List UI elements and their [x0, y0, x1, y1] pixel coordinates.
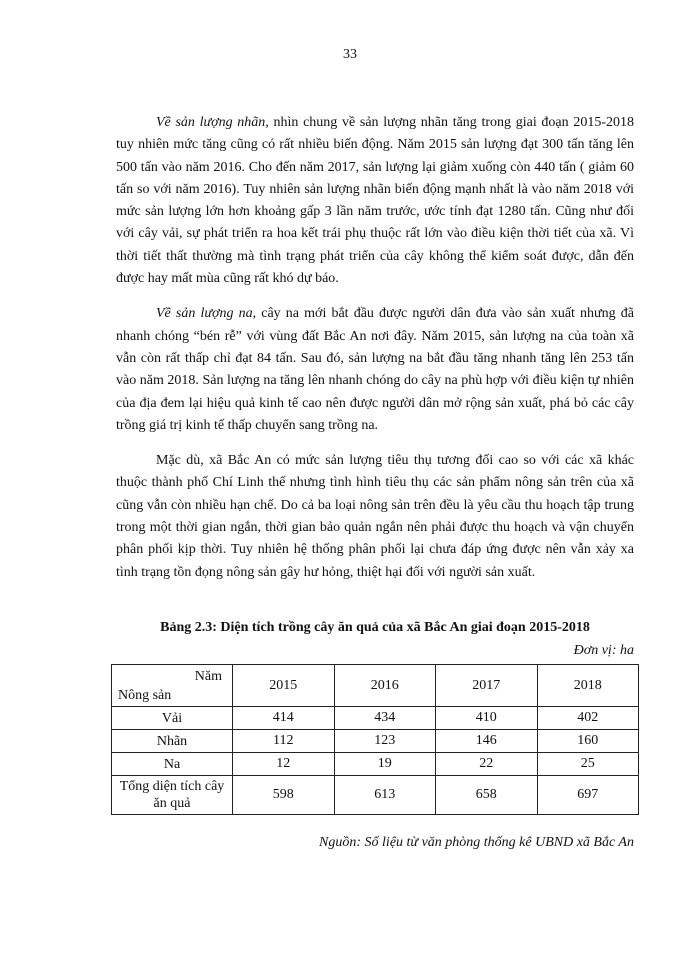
table-cell: 697 [537, 776, 639, 815]
row-label: Vải [112, 707, 233, 730]
table-total-row [112, 776, 639, 815]
table-cell: 160 [537, 730, 639, 753]
table-cell: 22 [436, 753, 538, 776]
paragraph-text: , nhìn chung về sản lượng nhãn tăng trong giai đoạn 2015-2018 tuy nhiên mức tăng cũng có rất nhiều biến động. Năm 2015 sản lượng đạt 300 tấn tăng lên 500 tấn vào năm 2016. Cho đến năm 2017, sản lượng lại giảm xuống còn 440 tấn ( giảm 60 tấn so với năm 2016). Tuy nhiên sản lượng nhãn biến động mạnh nhất là vào năm 2018 với mức sản lượng lớn hơn khoảng gấp 3 lần năm trước, ước tính đạt 1280 tấn. Cũng như đối với cây vải, sự phát triển ra hoa kết trái phụ thuộc rất lớn vào điều kiện thời tiết của xã. Vì thời tiết thất thường mà tình trạng phát triển của cây không thể kiểm soát được, dẫn đến được hay mất mùa cũng rất khó dự báo. [116, 115, 634, 287]
paragraph-lead: Về sản lượng nhãn [156, 115, 266, 130]
page-number: 33 [343, 47, 357, 62]
table-cell: 123 [334, 730, 436, 753]
paragraph-text: Mặc dù, xã Bắc An có mức sản lượng tiêu thụ tương đối cao so với các xã khác thuộc thành phố Chí Linh thế nhưng tình hình tiêu thụ các sản phẩm nông sản trên của xã cũng vẫn còn nhiều hạn chế. Do cả ba loại nông sản trên đều là yêu cầu thu hoạch tập trung trong một thời gian ngắn, thời gian bảo quản ngắn nên phải được thu hoạch và vận chuyển phân phối kịp thời. Tuy nhiên hệ thống phân phối lại chưa đáp ứng được nên vẫn xảy xa tình trạng tồn đọng nông sản gây hư hỏng, thiệt hại đối với người sản xuất. [116, 453, 634, 580]
table-corner-cell [112, 665, 233, 707]
table-cell: 402 [537, 707, 639, 730]
year-header: 2017 [436, 665, 538, 707]
table-source: Nguồn: Số liệu từ văn phòng thống kê UBND xã Bắc An [319, 835, 634, 850]
table-cell: 410 [436, 707, 538, 730]
corner-year-label: Năm [194, 669, 222, 684]
total-label-line: Tổng diện tích cây [119, 779, 225, 794]
paragraph-text: , cây na mới bắt đầu được người dân đưa vào sản xuất nhưng đã nhanh chóng “bén rễ” với vùng đất Bắc An nơi đây. Năm 2015, sản lượng na của toàn xã vẫn còn rất thấp chỉ đạt 84 tấn. Sau đó, sản lượng na bắt đầu tăng nhanh tăng lên 253 tấn vào năm 2018. Sản lượng na tăng lên nhanh chóng do cây na phù hợp với điều kiện tự nhiên của địa đem lại hiệu quả kinh tế cao nên được người dân mở rộng sản xuất, phá bỏ các cây trồng giá trị kinh tế thấp chuyển sang trồng na. [116, 306, 634, 433]
year-header: 2015 [233, 665, 335, 707]
total-label-line: ăn quả [153, 796, 191, 811]
table-caption: Bảng 2.3: Diện tích trồng cây ăn quả của xã Bắc An giai đoạn 2015-2018 [160, 620, 590, 635]
table-header-row [112, 665, 639, 707]
paragraph-custard-apple [116, 303, 634, 437]
year-header: 2016 [334, 665, 436, 707]
paragraph-lead: Về sản lượng na [156, 306, 253, 322]
table-row [112, 730, 639, 753]
fruit-area-table [111, 664, 639, 815]
row-label: Nhãn [112, 730, 233, 753]
table-unit: Đơn vị: ha [573, 643, 634, 658]
table-cell: 25 [537, 753, 639, 776]
table-cell: 434 [334, 707, 436, 730]
table-cell: 19 [334, 753, 436, 776]
total-label [112, 776, 233, 815]
table-cell: 112 [233, 730, 335, 753]
table-row [112, 707, 639, 730]
paragraph-consumption [116, 450, 634, 584]
table-cell: 598 [233, 776, 335, 815]
table-cell: 146 [436, 730, 538, 753]
paragraph-longan [116, 112, 634, 290]
table-cell: 12 [233, 753, 335, 776]
table-row [112, 753, 639, 776]
row-label: Na [112, 753, 233, 776]
table-cell: 414 [233, 707, 335, 730]
corner-product-label: Nông sản [118, 688, 172, 703]
table-cell: 613 [334, 776, 436, 815]
year-header: 2018 [537, 665, 639, 707]
body-text [116, 112, 634, 597]
table-cell: 658 [436, 776, 538, 815]
